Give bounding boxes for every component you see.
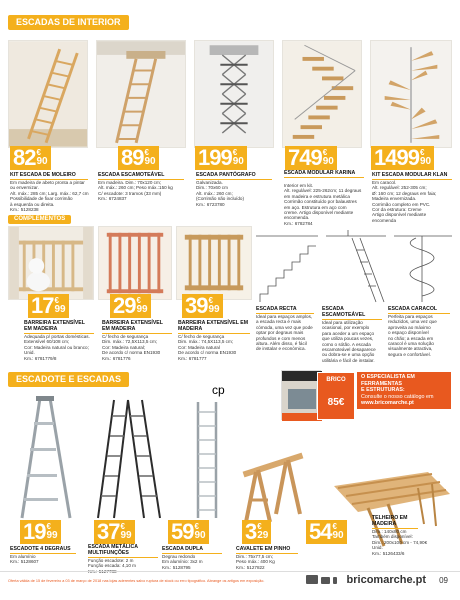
footer-divider xyxy=(0,571,460,572)
product-image-sawhorse xyxy=(236,452,310,526)
stair-type-description: Perfeita para espaços reduzidos, uma vez que aproveita ao máximo o espaço disponível no chão; a escada em caracol é uma solução visualmente atractiva, segura e confortável. xyxy=(388,314,437,357)
stair-type-diagrams xyxy=(256,226,452,306)
product-image-mill-ladder xyxy=(8,40,88,148)
price-tag: 37 € 99 xyxy=(94,520,135,544)
product-title: TELHEIRO EM MADEIRA xyxy=(372,515,418,529)
product-description: Dim.: 75x77,5 cm; Peso máx.: 400 Kg Km.: 5127822 xyxy=(236,554,275,570)
price-tag: 89 € 90 xyxy=(118,146,159,170)
brand-website[interactable]: bricomarche.pt xyxy=(346,574,426,586)
section-title-ladders: ESCADOTE E ESCADAS xyxy=(8,372,129,387)
product-description: Em alumínio Km.: 5128607 xyxy=(10,554,39,565)
promo-catalog xyxy=(281,370,451,462)
stair-type-title: ESCADA ESCAMOTEÁVEL xyxy=(322,306,382,320)
product-title: BARREIRA EXTENSÍVEL EM MADEIRA xyxy=(178,320,249,332)
product-description: Em caracol. Alt. regulável: 252-305 cm; Ø: 160 cm; 12 degraus em faia; Madeira envernizada. Corrimão completo em PVC. Cor da estrutura: Creme Artigo disponível mediante encomenda xyxy=(372,180,437,223)
stair-type-title: ESCADA RECTA xyxy=(256,306,314,314)
product-image-stepladder xyxy=(8,392,82,522)
price-tag: 199 € 90 xyxy=(195,146,247,170)
price-tag: 17 € 99 xyxy=(28,294,69,318)
product-title: ESCADA MODULAR KARINA xyxy=(284,170,364,178)
product-image-barrier-red xyxy=(98,226,172,300)
stair-type-description: Ideal para espaços amplos, a escada recta é mais cómoda, uma vez que pode optar por degraus mais profundos e com menos altura. Além disso, é fácil de instalar e económica. xyxy=(256,314,313,352)
product-title: BARREIRA EXTENSÍVEL EM MADEIRA xyxy=(24,320,94,334)
promo-banner: O ESPECIALISTA EM FERRAMENTAS E ESTRUTURAS: Consulte o nosso catálogo em www.bricomarche.pt xyxy=(357,372,451,409)
footer-legal-note: Oferta válida de 15 de fevereiro a 03 de março de 2018 nas lojas aderentes salvo ruptura de stock ou erro tipográfico. Abrange os artigos em exposição. xyxy=(8,579,265,583)
product-title: ESCADA ESCAMOTEÁVEL xyxy=(98,172,184,180)
section-title-complements: COMPLEMENTOS xyxy=(8,215,71,224)
price-tag: 82 € 90 xyxy=(10,146,51,170)
price-tag: 749 € 90 xyxy=(285,146,337,170)
product-description: Função escadote: 2 m Função escada: 4,10 m xyxy=(88,558,137,569)
product-image-klan-spiral xyxy=(370,40,452,148)
product-description: C/ fecho de segurança Dim. máx.: 74,5X113,5 cm; Cor: Madeira natural De acordo c/ norma EN1930 Km.: 6781777 xyxy=(178,334,237,361)
product-description: Em madeira. Dim.: 70x120 cm; Alt. máx.: 260 cm; Peso máx.:150 kg C/ escadote: 3 tramos (33 mm) Km.: 6724837 xyxy=(98,180,173,202)
product-description: C/ fecho de segurança Dim. máx.: 72,5X113,5 cm; Cor: Madeira natural; De acordo c/ norma EN1930 Km.: 6781776 xyxy=(102,334,161,361)
product-image-double-ladder xyxy=(176,398,242,522)
product-title: CAVALETE EM PINHO xyxy=(236,546,298,554)
product-title: KIT ESCADA MODULAR KLAN xyxy=(372,172,452,180)
product-image-pantograph-ladder xyxy=(194,40,274,148)
product-image-multifunction-ladder xyxy=(88,396,166,522)
product-description: Adequada p/ portas domésticas. Extensível 60/108 cm; Cor: Madeira natural ou branco; Unid. Km.: 6781779/8 xyxy=(24,334,90,361)
page-number: 09 xyxy=(439,576,448,585)
section-title-interior: ESCADAS DE INTERIOR xyxy=(8,15,129,30)
price-tag: 29 € 99 xyxy=(110,294,151,318)
price-tag: 3 € 29 xyxy=(242,520,271,544)
product-description: Dim.: 140x80 cm Também disponível: Dim.: 200x100 cm - 74,90€ Unid. Km.: 5126433/6 xyxy=(372,529,428,556)
product-description: Interior em kit. Alt. regulável: 225-262cm; 11 degraus em madeira e estrutura metálica Corrimão constituído por balaustres em aço. Estrutura em aço com creme. Artigo disponível mediante encomenda. Km.: 6782784 xyxy=(284,183,362,226)
product-description: Galvanizada. Dim.: 70x60 cm Alt. máx.: 260 cm; (Corrimão não incluído) Km.: 6723780 xyxy=(196,180,244,207)
product-description: Em madeira de abeto pronta a pintar ou envernizar. Alt. máx.: 285 cm; Larg. máx.: 62,7 cm Possibilidade de fixar corrimão à esquerda ou direita. Km.: 5128238 xyxy=(10,180,89,213)
catalog-cover-brico: BRICO 85€ xyxy=(317,372,355,420)
product-image-karina-stairs xyxy=(282,40,362,148)
stair-type-title: ESCADA CARACOL xyxy=(388,306,450,314)
product-image-folding-ladder xyxy=(96,40,186,148)
price-tag: 59 € 90 xyxy=(168,520,209,544)
product-title: BARREIRA EXTENSÍVEL EM MADEIRA xyxy=(102,320,172,334)
product-image-barrier-natural xyxy=(176,226,252,300)
devices-icon xyxy=(306,575,337,584)
product-title: ESCADOTE 4 DEGRAUS xyxy=(10,546,76,554)
product-title: KIT ESCADA DE MOLEIRO xyxy=(10,172,88,180)
price-tag: 54 € 90 xyxy=(306,520,347,544)
product-image-barrier-dog xyxy=(8,226,94,300)
catalog-link[interactable]: www.bricomarche.pt xyxy=(361,400,414,406)
price-tag: 19 € 99 xyxy=(20,520,61,544)
product-description: Degrau redondo Em alumínio: 3x2 m Km.: 5128795 xyxy=(162,554,203,570)
product-title: ESCADA DUPLA xyxy=(162,546,222,554)
product-title: ESCADA PANTÓGRAFO xyxy=(196,172,272,180)
product-title: ESCADA METÁLICA MULTIFUNÇÕES xyxy=(88,544,158,558)
stamp-text: cp xyxy=(212,383,225,397)
catalog-cover xyxy=(281,370,321,420)
price-tag: 39 € 99 xyxy=(182,294,223,318)
stair-type-description: Ideal para utilização ocasional, por exemplo para aceder a um espaço que utiliza poucas vezes, como o sótão. A escada escamoteável desaparece ou dobra-se e uma opção utilitária e fácil de instalar. xyxy=(322,320,376,363)
price-tag: 1499 € 90 xyxy=(371,146,434,170)
